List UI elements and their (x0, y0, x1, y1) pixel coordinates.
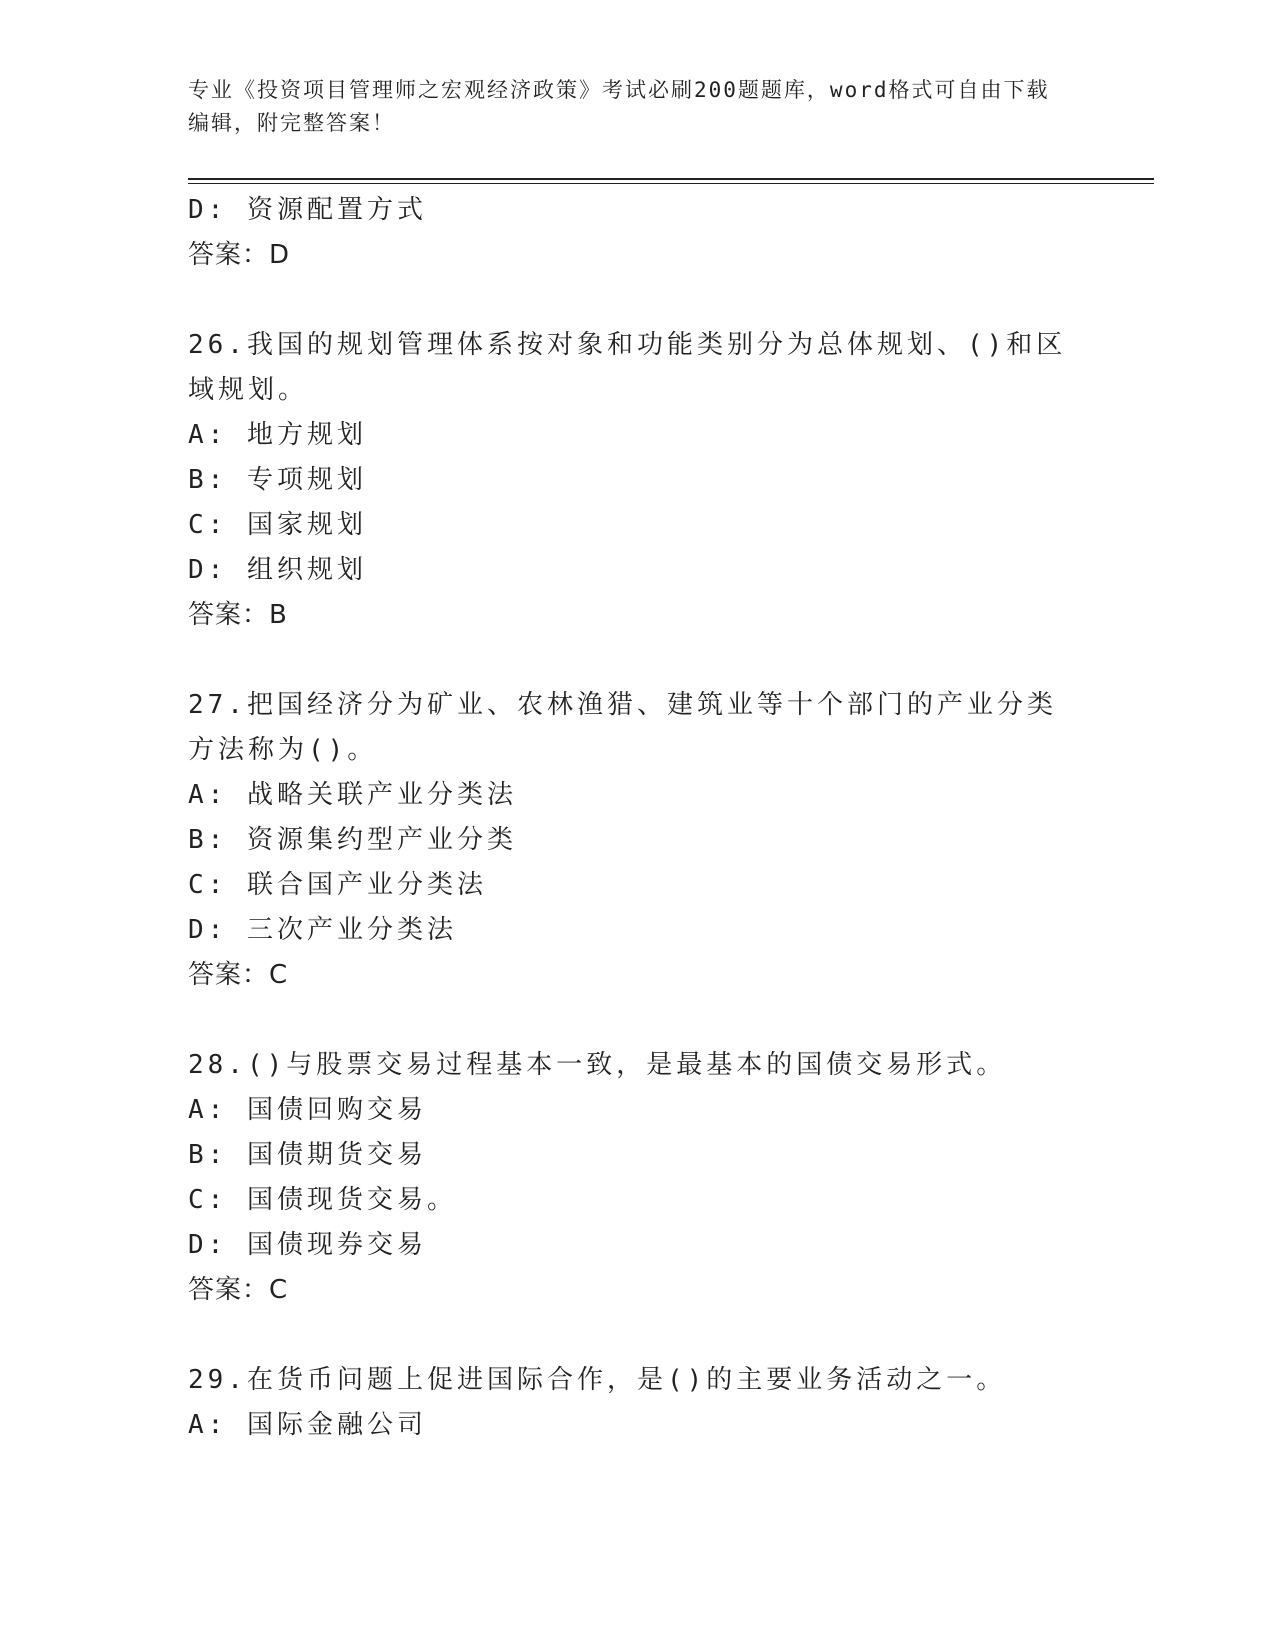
option-c: C: 国家规划 (188, 510, 367, 540)
question-stem: 27.把国经济分为矿业、农林渔猎、建筑业等十个部门的产业分类方法称为()。 (188, 690, 1057, 765)
option-a: A: 国债回购交易 (188, 1095, 427, 1125)
question-stem: 29.在货币问题上促进国际合作，是()的主要业务活动之一。 (188, 1365, 1007, 1395)
option-b: B: 国债期货交易 (188, 1140, 427, 1170)
answer-line: 答案：C (188, 960, 289, 990)
option-c: C: 联合国产业分类法 (188, 870, 487, 900)
option-a: A: 战略关联产业分类法 (188, 780, 517, 810)
question-block-28 (188, 1043, 1088, 1313)
question-block-26 (188, 323, 1088, 638)
option-d: D: 三次产业分类法 (188, 915, 457, 945)
question-block-29 (188, 1358, 1088, 1448)
question-stem: 28.()与股票交易过程基本一致，是最基本的国债交易形式。 (188, 1050, 1007, 1080)
question-stem: 26.我国的规划管理体系按对象和功能类别分为总体规划、()和区域规划。 (188, 330, 1067, 405)
option-a: A: 国际金融公司 (188, 1410, 427, 1440)
option-b: B: 资源集约型产业分类 (188, 825, 517, 855)
option-d: D: 资源配置方式 (188, 195, 427, 225)
answer-line: 答案：B (188, 600, 288, 630)
option-d: D: 国债现券交易 (188, 1230, 427, 1260)
question-content (188, 188, 1088, 1448)
option-a: A: 地方规划 (188, 420, 367, 450)
answer-line: 答案：D (188, 240, 291, 270)
header-divider-thin (188, 183, 1154, 184)
page-header: 专业《投资项目管理师之宏观经济政策》考试必刷200题题库，word格式可自由下载编辑，附完整答案！ (188, 78, 1050, 135)
previous-question-tail (188, 188, 1088, 278)
answer-line: 答案：C (188, 1275, 289, 1305)
option-b: B: 专项规划 (188, 465, 367, 495)
option-d: D: 组织规划 (188, 555, 367, 585)
header-divider-thick (188, 178, 1154, 180)
question-block-27 (188, 683, 1088, 998)
option-c: C: 国债现货交易。 (188, 1185, 457, 1215)
